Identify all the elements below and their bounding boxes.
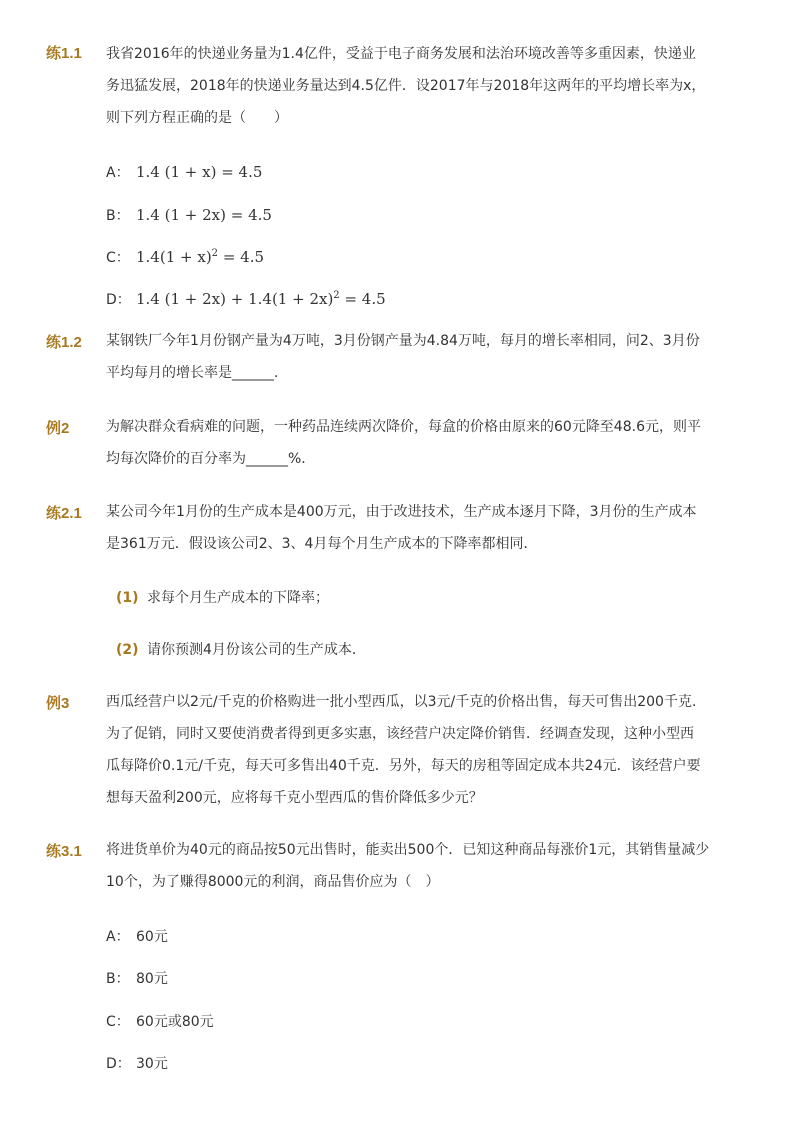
- problem-text: [106, 686, 736, 814]
- problem-line: 10个，为了赚得8000元的利润，商品售价应为（ ）: [106, 874, 440, 890]
- problem-3-1: [46, 834, 736, 898]
- option-a[interactable]: [106, 162, 262, 182]
- problem-label: 练1.2: [46, 334, 82, 351]
- option-key: A：: [106, 165, 130, 181]
- problem-line: 为解决群众看病难的问题，一种药品连续两次降价，每盒的价格由原来的60元降至48.6元，则平: [106, 419, 701, 435]
- example-2: [46, 411, 736, 475]
- problem-line: 务迅猛发展，2018年的快递业务量达到4.5亿件．设2017年与2018年这两年的平均增长率为x，: [106, 78, 706, 94]
- sub-question-1: [116, 587, 329, 607]
- option-value-exponent: 2: [333, 290, 340, 301]
- option-value: 1.4 (1 + x) = 4.5: [136, 163, 263, 181]
- option-c[interactable]: [106, 247, 264, 267]
- problem-text: [106, 834, 736, 898]
- option-value-rhs: = 4.5: [339, 290, 386, 308]
- option-c[interactable]: [106, 1011, 214, 1031]
- problem-2-1: [46, 496, 736, 560]
- problem-line: 某公司今年1月份的生产成本是400万元，由于改进技术，生产成本逐月下降，3月份的生产成本: [106, 504, 697, 520]
- problem-line: 想每天盈利200元，应将每千克小型西瓜的售价降低多少元？: [106, 790, 483, 806]
- problem-line: 瓜每降价0.1元/千克，每天可多售出40千克．另外，每天的房租等固定成本共24元．该经营户要: [106, 758, 701, 774]
- problem-line: 我省2016年的快递业务量为1.4亿件，受益于电子商务发展和法治环境改善等多重因素，快递业: [106, 46, 696, 62]
- problem-label: 练1.1: [46, 45, 82, 62]
- problem-line: 则下列方程正确的是（ ）: [106, 110, 288, 126]
- option-value: 60元或80元: [136, 1014, 214, 1030]
- option-value: [136, 290, 386, 308]
- option-value: [136, 248, 264, 266]
- problem-text: [106, 38, 736, 134]
- option-key: C：: [106, 1014, 130, 1030]
- option-value-exponent: 2: [211, 248, 219, 259]
- problem-line: 某钢铁厂今年1月份钢产量为4万吨，3月份钢产量为4.84万吨，每月的增长率相同，问2、3月份: [106, 333, 700, 349]
- problem-1-1: [46, 38, 736, 134]
- option-value: 30元: [136, 1056, 168, 1072]
- problem-label: 例3: [46, 695, 70, 712]
- example-3: [46, 686, 736, 814]
- option-key: C：: [106, 250, 130, 266]
- sub-question-text: 求每个月生产成本的下降率；: [147, 590, 329, 606]
- option-value: 1.4 (1 + 2x) = 4.5: [136, 206, 272, 224]
- option-value-base: 1.4 (1 + 2x) + 1.4(1 + 2x): [136, 290, 334, 308]
- option-key: D：: [106, 292, 131, 308]
- option-key: B：: [106, 208, 130, 224]
- option-b[interactable]: [106, 205, 272, 225]
- option-key: B：: [106, 971, 130, 987]
- option-b[interactable]: [106, 968, 168, 988]
- option-value-base: 1.4(1 + x): [136, 248, 212, 266]
- problem-line: 将进货单价为40元的商品按50元出售时，能卖出500个．已知这种商品每涨价1元，其销售量减少: [106, 842, 710, 858]
- sub-question-2: [116, 639, 366, 659]
- problem-line: 平均每月的增长率是______．: [106, 365, 288, 381]
- problem-1-2: [46, 325, 736, 389]
- option-d[interactable]: [106, 1053, 168, 1073]
- problem-label: 练2.1: [46, 505, 82, 522]
- problem-line: 是361万元．假设该公司2、3、4月每个月生产成本的下降率都相同．: [106, 536, 538, 552]
- sub-question-number: (2): [116, 642, 139, 658]
- problem-text: [106, 496, 736, 560]
- option-key: A：: [106, 929, 130, 945]
- problem-line: 西瓜经营户以2元/千克的价格购进一批小型西瓜，以3元/千克的价格出售，每天可售出200千克．: [106, 694, 706, 710]
- problem-line: 为了促销，同时又要使消费者得到更多实惠，该经营户决定降价销售．经调查发现，这种小型西: [106, 726, 694, 742]
- option-value: 60元: [136, 929, 168, 945]
- problem-text: [106, 325, 736, 389]
- problem-line: 均每次降价的百分率为______%．: [106, 451, 316, 467]
- option-value-rhs: = 4.5: [218, 248, 265, 266]
- option-key: D：: [106, 1056, 131, 1072]
- problem-label: 练3.1: [46, 843, 82, 860]
- option-value: 80元: [136, 971, 168, 987]
- problem-label: 例2: [46, 420, 70, 437]
- option-a[interactable]: [106, 926, 168, 946]
- sub-question-text: 请你预测4月份该公司的生产成本．: [147, 642, 366, 658]
- option-d[interactable]: [106, 289, 386, 309]
- sub-question-number: (1): [116, 590, 139, 606]
- problem-text: [106, 411, 736, 475]
